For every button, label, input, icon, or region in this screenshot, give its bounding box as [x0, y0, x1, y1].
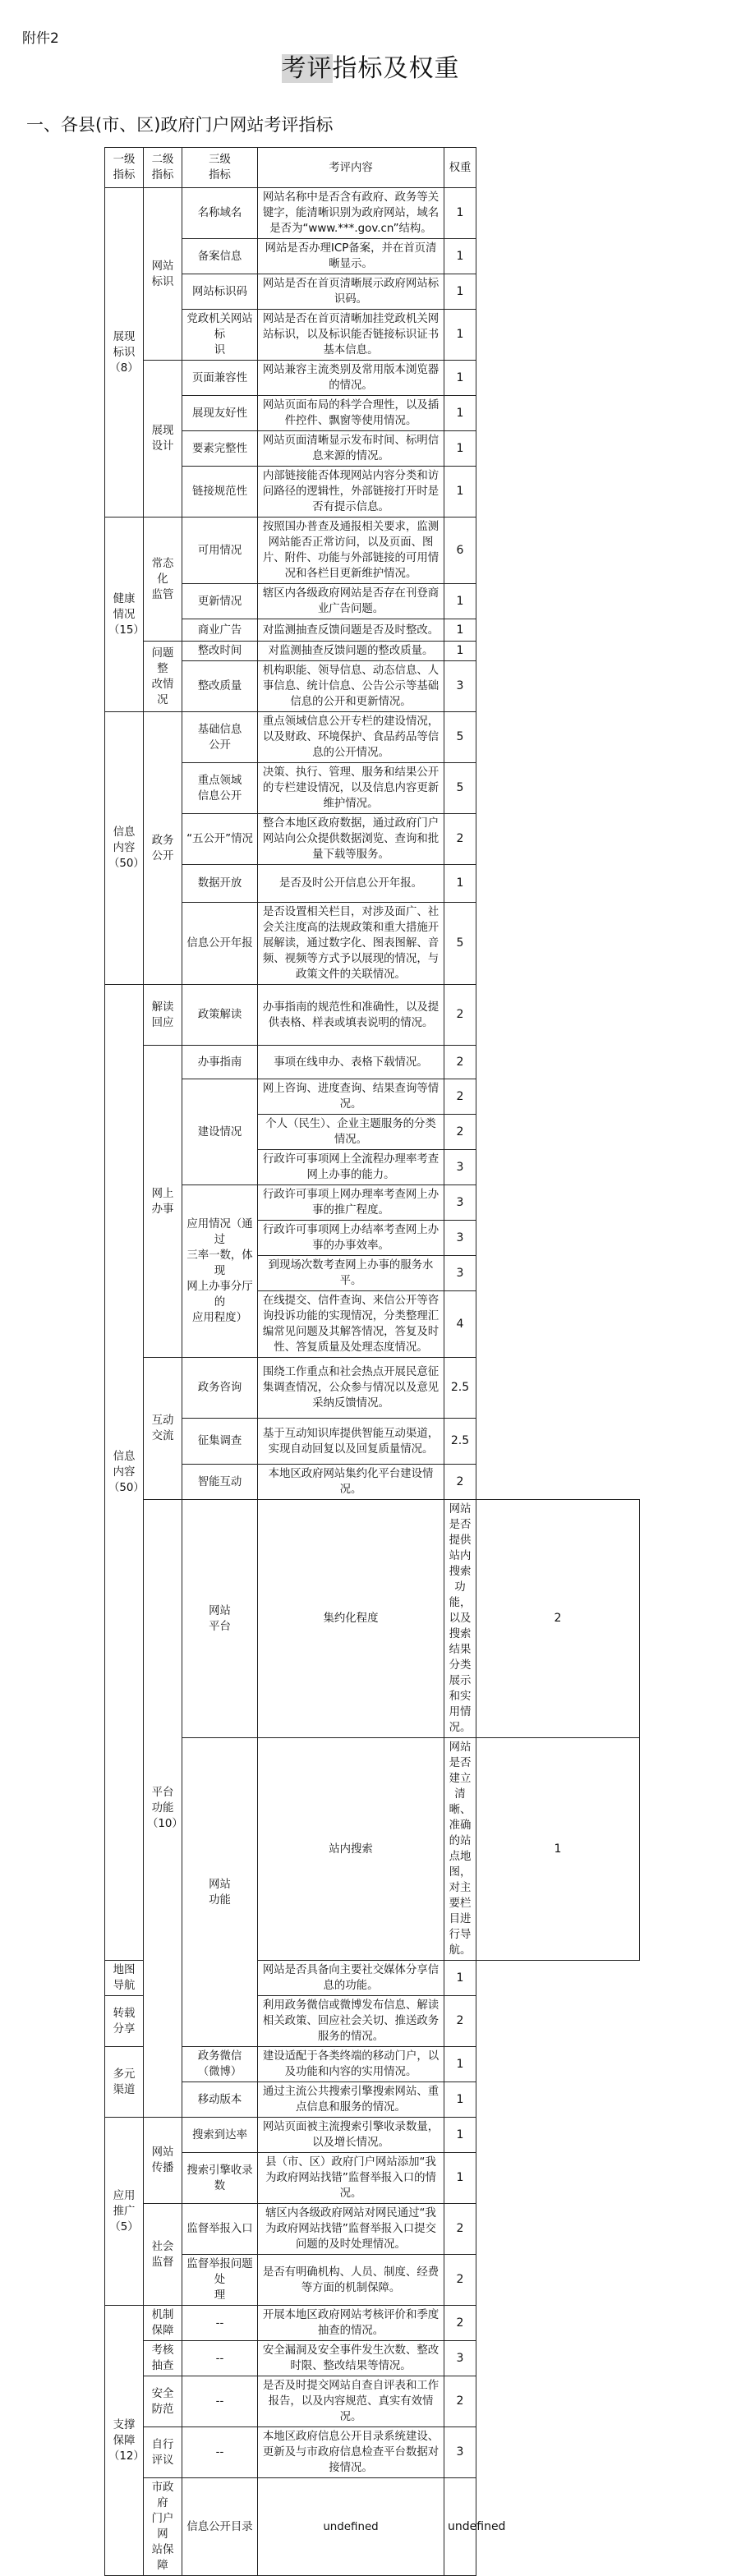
- evaluation-content: 建设适配于各类终端的移动门户，以及功能和内容的实用情况。: [258, 2047, 444, 2082]
- evaluation-content: 利用政务微信或微博发布信息、解读相关政策、回应社会关切、推送政务服务的情况。: [258, 1996, 444, 2047]
- weight-value: 2: [444, 1079, 476, 1115]
- table-row: [105, 1500, 640, 1738]
- table-row: [105, 2153, 640, 2204]
- evaluation-content: 到现场次数考查网上办事的服务水平。: [258, 1256, 444, 1291]
- level3-indicator: 链接规范性: [182, 467, 258, 518]
- weight-value: 1: [444, 274, 476, 310]
- evaluation-content: 网站页面清晰显示发布时间、标明信息来源的情况。: [258, 431, 444, 467]
- level2-indicator: 自行 评议: [144, 2427, 182, 2478]
- level2-indicator: 安全 防范: [144, 2376, 182, 2427]
- table-row: [105, 661, 640, 712]
- weight-value: 1: [444, 2118, 476, 2153]
- level3-indicator: 基础信息 公开: [182, 712, 258, 763]
- level3-indicator: 名称域名: [182, 188, 258, 239]
- weight-value: 2: [444, 2376, 476, 2427]
- table-row: [105, 1046, 640, 1079]
- weight-value: 2.5: [444, 1419, 476, 1465]
- header-level3: 三级 指标: [182, 148, 258, 188]
- level3-indicator: 征集调查: [182, 1419, 258, 1465]
- weight-value: 2: [444, 2255, 476, 2306]
- table-row: [105, 361, 640, 396]
- evaluation-content: 通过主流公共搜索引擎搜索网站、重点信息和服务的情况。: [258, 2082, 444, 2118]
- level2-indicator: 问题整 改情况: [144, 642, 182, 712]
- level3-indicator: 政务咨询: [182, 1358, 258, 1419]
- level3-indicator: 政务微信 （微博）: [182, 2047, 258, 2082]
- level3-indicator: 建设情况: [182, 1079, 258, 1185]
- evaluation-content: 网站是否在首页清晰展示政府网站标识码。: [258, 274, 444, 310]
- table-row: [105, 467, 640, 518]
- evaluation-content: 网站兼容主流类别及常用版本浏览器的情况。: [258, 361, 444, 396]
- level2-indicator: 网站 平台: [182, 1500, 258, 1738]
- level3-indicator: 地图导航: [105, 1961, 144, 1996]
- level3-indicator: 信息公开目录: [182, 2478, 258, 2576]
- weight-value: 2: [444, 985, 476, 1046]
- level3-indicator: 转载分享: [105, 1996, 144, 2047]
- table-row: [105, 1358, 640, 1419]
- level1-indicator: 信息 内容 （50）: [105, 985, 144, 1961]
- level3-indicator: 集约化程度: [258, 1500, 444, 1738]
- weight-value: 1: [444, 361, 476, 396]
- evaluation-content: 网站名称中是否含有政府、政务等关键字，能清晰识别为政府网站，域名是否为“www.***.gov.cn”结构。: [258, 188, 444, 239]
- weight-value: 1: [444, 310, 476, 361]
- evaluation-content: 本地区政府网站集约化平台建设情况。: [258, 1465, 444, 1500]
- table-row: [105, 642, 640, 661]
- weight-value: 6: [444, 518, 476, 584]
- weight-value: 2.5: [444, 1358, 476, 1419]
- level3-indicator: 展现友好性: [182, 396, 258, 431]
- level2-indicator: 多元 渠道: [105, 2047, 144, 2118]
- level2-indicator: 常态化 监管: [144, 518, 182, 642]
- evaluation-content: 是否及时公开信息公开年报。: [258, 865, 444, 903]
- level3-indicator: 监督举报入口: [182, 2204, 258, 2255]
- level1-indicator: 展现 标识 （8）: [105, 188, 144, 518]
- table-row: [105, 188, 640, 239]
- evaluation-content: 网站是否办理ICP备案，并在首页清晰显示。: [258, 239, 444, 274]
- weight-value: 1: [476, 1738, 640, 1961]
- weight-value: 1: [444, 431, 476, 467]
- evaluation-content: 事项在线申办、表格下载情况。: [258, 1046, 444, 1079]
- level3-indicator: 更新情况: [182, 584, 258, 619]
- evaluation-content: 按照国办普查及通报相关要求，监测网站能否正常访问，以及页面、图片、附件、功能与外部链接的可用情况和各栏目更新维护情况。: [258, 518, 444, 584]
- table-row: [105, 396, 640, 431]
- evaluation-content: 是否及时提交网站自查自评表和工作报告，以及内容规范、真实有效情况。: [258, 2376, 444, 2427]
- table-row: [105, 2118, 640, 2153]
- weight-value: undefined: [444, 2478, 476, 2576]
- table-row: [105, 2082, 640, 2118]
- table-row: [105, 2341, 640, 2376]
- evaluation-content: 重点领域信息公开专栏的建设情况，以及财政、环境保护、食品药品等信息的公开情况。: [258, 712, 444, 763]
- table-row: [105, 2306, 640, 2341]
- level3-indicator: 网站标识码: [182, 274, 258, 310]
- evaluation-content: 辖区内各级政府网站是否存在刊登商业广告问题。: [258, 584, 444, 619]
- weight-value: 1: [444, 584, 476, 619]
- table-row: [105, 1079, 640, 1115]
- level2-indicator: 政务 公开: [144, 712, 182, 985]
- level1-indicator: 健康 情况 （15）: [105, 518, 144, 712]
- level2-indicator: 市政府 门户网 站保障: [144, 2478, 182, 2576]
- weight-value: 1: [444, 865, 476, 903]
- weight-value: 1: [444, 467, 476, 518]
- level3-indicator: 办事指南: [182, 1046, 258, 1079]
- level2-indicator: 解读 回应: [144, 985, 182, 1046]
- table-row: [105, 2376, 640, 2427]
- weight-value: 1: [444, 2082, 476, 2118]
- evaluation-content: 办事指南的规范性和准确性，以及提供表格、样表或填表说明的情况。: [258, 985, 444, 1046]
- weight-value: 1: [444, 188, 476, 239]
- level3-indicator: 政策解读: [182, 985, 258, 1046]
- level3-indicator: 监督举报问题处 理: [182, 2255, 258, 2306]
- evaluation-content: 网站是否提供站内搜索功能，以及搜索结果分类展示和实用情况。: [444, 1500, 476, 1738]
- weight-value: 1: [444, 642, 476, 661]
- level2-indicator: 考核 抽查: [144, 2341, 182, 2376]
- table-row: [105, 712, 640, 763]
- evaluation-content: 县（市、区）政府门户网站添加“我为政府网站找错”监督举报入口的情况。: [258, 2153, 444, 2204]
- weight-value: 2: [444, 2306, 476, 2341]
- evaluation-content: 辖区内各级政府网站对网民通过“我为政府网站找错”监督举报入口提交问题的及时处理情况。: [258, 2204, 444, 2255]
- weight-value: 1: [444, 396, 476, 431]
- weight-value: 3: [444, 1185, 476, 1221]
- table-row: [105, 2204, 640, 2255]
- table-row: [105, 865, 640, 903]
- table-row: [105, 2255, 640, 2306]
- evaluation-content: 网站页面布局的科学合理性，以及插件控件、飘窗等使用情况。: [258, 396, 444, 431]
- evaluation-content: 在线提交、信件查询、来信公开等咨询投诉功能的实现情况，分类整理汇编常见问题及其解答情况，答复及时性、答复质量及处理态度情况。: [258, 1291, 444, 1358]
- evaluation-content: 围绕工作重点和社会热点开展民意征集调查情况，公众参与情况以及意见采纳反馈情况。: [258, 1358, 444, 1419]
- evaluation-content: 是否设置相关栏目，对涉及面广、社会关注度高的法规政策和重大措施开展解读，通过数字化、图表图解、音频、视频等方式予以展现的情况，与政策文件的关联情况。: [258, 903, 444, 985]
- weight-value: 1: [444, 239, 476, 274]
- evaluation-content: 安全漏洞及安全事件发生次数、整改时限、整改结果等情况。: [258, 2341, 444, 2376]
- evaluation-content: 对监测抽查反馈问题是否及时整改。: [258, 619, 444, 642]
- level3-indicator: --: [182, 2341, 258, 2376]
- table-row: [105, 1419, 640, 1465]
- level2-indicator: 网站 传播: [144, 2118, 182, 2204]
- level2-indicator: 网站 功能: [182, 1738, 258, 2047]
- weight-value: 3: [444, 2341, 476, 2376]
- evaluation-content: 行政许可事项上网办理率考查网上办事的推广程度。: [258, 1185, 444, 1221]
- weight-value: 2: [444, 1046, 476, 1079]
- level2-indicator: 社会 监督: [144, 2204, 182, 2306]
- level2-indicator: 网上 办事: [144, 1046, 182, 1358]
- level3-indicator: --: [182, 2427, 258, 2478]
- level3-indicator: “五公开”情况: [182, 814, 258, 865]
- level3-indicator: 整改质量: [182, 661, 258, 712]
- weight-value: 2: [444, 1465, 476, 1500]
- weight-value: 2: [444, 2204, 476, 2255]
- level3-indicator: 备案信息: [182, 239, 258, 274]
- weight-value: 4: [444, 1291, 476, 1358]
- level3-indicator: 数据开放: [182, 865, 258, 903]
- table-row: [105, 985, 640, 1046]
- header-level2: 二级 指标: [144, 148, 182, 188]
- weight-value: 1: [444, 619, 476, 642]
- header-content: 考评内容: [258, 148, 444, 188]
- evaluation-content: 本地区政府信息公开目录系统建设、更新及与市政府信息检查平台数据对接情况。: [258, 2427, 444, 2478]
- table-row: [105, 2427, 640, 2478]
- level3-indicator: --: [182, 2306, 258, 2341]
- level3-indicator: 搜索引擎收录数: [182, 2153, 258, 2204]
- weight-value: 2: [476, 1500, 640, 1738]
- level3-indicator: 页面兼容性: [182, 361, 258, 396]
- table-row: [105, 903, 640, 985]
- weight-value: 3: [444, 1256, 476, 1291]
- table-row: [105, 2047, 640, 2082]
- page-title: [0, 48, 741, 84]
- header-weight: 权重: [444, 148, 476, 188]
- table-row: [105, 1465, 640, 1500]
- weight-value: 2: [444, 1996, 476, 2047]
- level3-indicator: 移动版本: [182, 2082, 258, 2118]
- section-heading: 一、各县(市、区)政府门户网站考评指标: [26, 115, 334, 135]
- weight-value: 3: [444, 1221, 476, 1256]
- level3-indicator: 搜索到达率: [182, 2118, 258, 2153]
- level3-indicator: 商业广告: [182, 619, 258, 642]
- evaluation-content: 对监测抽查反馈问题的整改质量。: [258, 642, 444, 661]
- evaluation-content: 是否有明确机构、人员、制度、经费等方面的机制保障。: [258, 2255, 444, 2306]
- level3-indicator: 可用情况: [182, 518, 258, 584]
- evaluation-content: 行政许可事项网上办结率考查网上办事的办事效率。: [258, 1221, 444, 1256]
- level3-indicator: 信息公开年报: [182, 903, 258, 985]
- level3-indicator: 应用情况（通过 三率一数，体现 网上办事分厅的 应用程度）: [182, 1185, 258, 1358]
- evaluation-content: 个人（民生）、企业主题服务的分类情况。: [258, 1115, 444, 1150]
- level3-indicator: 要素完整性: [182, 431, 258, 467]
- evaluation-content: 网站是否建立清晰、准确的站点地图，对主要栏目进行导航。: [444, 1738, 476, 1961]
- evaluation-content: 机构职能、领导信息、动态信息、人事信息、统计信息、公告公示等基础信息的公开和更新情况。: [258, 661, 444, 712]
- level3-indicator: 党政机关网站标 识: [182, 310, 258, 361]
- table-row: [105, 431, 640, 467]
- evaluation-content: undefined: [258, 2478, 444, 2576]
- weight-value: 1: [444, 2153, 476, 2204]
- table-row: [105, 310, 640, 361]
- table-row: [105, 763, 640, 814]
- header-row: [105, 148, 640, 188]
- evaluation-content: 内部链接能否体现网站内容分类和访问路径的逻辑性，外部链接打开时是否有提示信息。: [258, 467, 444, 518]
- evaluation-content: 基于互动知识库提供智能互动渠道，实现自动回复以及回复质量情况。: [258, 1419, 444, 1465]
- weight-value: 3: [444, 1150, 476, 1185]
- evaluation-content: 网站是否在首页清晰加挂党政机关网站标识，以及标识能否链接标识证书基本信息。: [258, 310, 444, 361]
- header-level1: 一级 指标: [105, 148, 144, 188]
- table-row: [105, 619, 640, 642]
- table-row: [105, 1738, 640, 1961]
- level3-indicator: --: [182, 2376, 258, 2427]
- evaluation-content: 开展本地区政府网站考核评价和季度抽查的情况。: [258, 2306, 444, 2341]
- table-row: [105, 814, 640, 865]
- evaluation-content: 网上咨询、进度查询、结果查询等情况。: [258, 1079, 444, 1115]
- table-row: [105, 584, 640, 619]
- evaluation-content: 行政许可事项网上全流程办理率考查网上办事的能力。: [258, 1150, 444, 1185]
- weight-value: 5: [444, 763, 476, 814]
- weight-value: 3: [444, 2427, 476, 2478]
- indicator-table: [104, 147, 640, 2576]
- table-row: [105, 274, 640, 310]
- weight-value: 2: [444, 1115, 476, 1150]
- level1-indicator: 信息 内容 （50）: [105, 712, 144, 985]
- title-highlight: 考评: [281, 54, 333, 83]
- level1-indicator: 平台 功能 （10）: [144, 1500, 182, 2118]
- weight-value: 3: [444, 661, 476, 712]
- table-row: [105, 1185, 640, 1221]
- level1-indicator: 支撑 保障 （12）: [105, 2306, 144, 2576]
- annex-label: 附件2: [22, 30, 59, 47]
- evaluation-content: 整合本地区政府数据，通过政府门户网站向公众提供数据浏览、查询和批量下载等服务。: [258, 814, 444, 865]
- level3-indicator: 站内搜索: [258, 1738, 444, 1961]
- evaluation-content: 网站页面被主流搜索引擎收录数量，以及增长情况。: [258, 2118, 444, 2153]
- weight-value: 1: [444, 2047, 476, 2082]
- weight-value: 2: [444, 814, 476, 865]
- level2-indicator: 网站 标识: [144, 188, 182, 361]
- weight-value: 5: [444, 712, 476, 763]
- level2-indicator: 互动 交流: [144, 1358, 182, 1500]
- table-row: [105, 239, 640, 274]
- title-rest: 指标及权重: [332, 54, 460, 83]
- level2-indicator: 机制 保障: [144, 2306, 182, 2341]
- table-row: [105, 2478, 640, 2576]
- weight-value: 1: [444, 1961, 476, 1996]
- table-row: [105, 518, 640, 584]
- level3-indicator: 智能互动: [182, 1465, 258, 1500]
- level1-indicator: 应用 推广 （5）: [105, 2118, 144, 2306]
- weight-value: 5: [444, 903, 476, 985]
- level2-indicator: 展现 设计: [144, 361, 182, 518]
- level3-indicator: 整改时间: [182, 642, 258, 661]
- evaluation-content: 决策、执行、管理、服务和结果公开的专栏建设情况，以及信息内容更新维护情况。: [258, 763, 444, 814]
- evaluation-content: 网站是否具备向主要社交媒体分享信息的功能。: [258, 1961, 444, 1996]
- level3-indicator: 重点领域 信息公开: [182, 763, 258, 814]
